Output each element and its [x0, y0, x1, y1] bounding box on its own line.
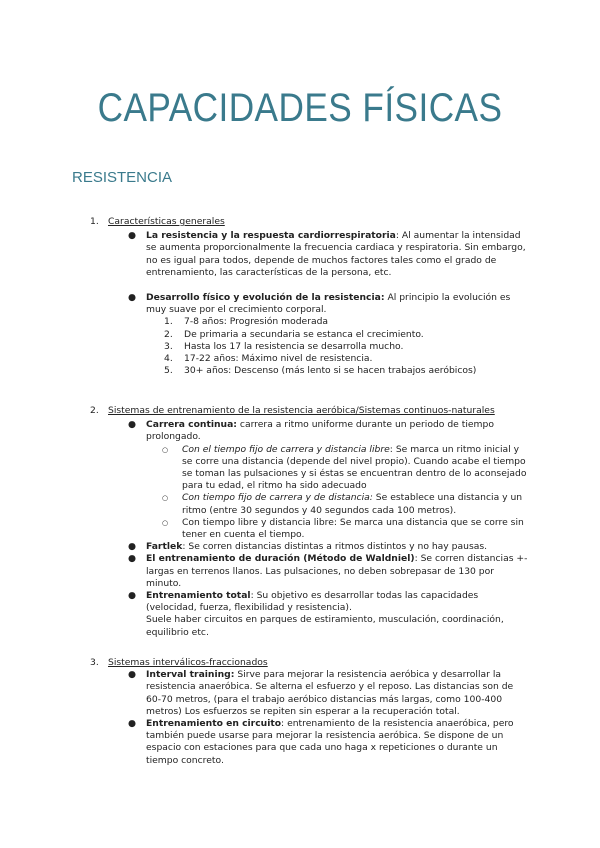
item-title: La resistencia y la respuesta cardiorrespiratoria	[146, 230, 396, 242]
ordered-list-item	[90, 365, 530, 377]
list-text: 7-8 años: Progresión moderada	[184, 316, 329, 328]
section-1	[90, 216, 530, 377]
item-text: Suele haber circuitos en parques de estiramiento, musculación, coordinación, equilibrio etc.	[146, 614, 504, 638]
list-item	[90, 669, 530, 718]
list-text: 17-22 años: Máximo nivel de resistencia.	[184, 353, 373, 365]
item-title: Carrera continua:	[146, 419, 237, 431]
bullet-icon: ●	[128, 553, 137, 565]
sub-list-item	[90, 517, 530, 541]
section-2-number: 2.	[90, 405, 99, 416]
section-1-header	[90, 216, 530, 228]
list-item	[90, 718, 530, 767]
sub-item-text: Se establece una distancia y un ritmo (entre 30 segundos y 40 segundos cada 100 metros).	[182, 492, 523, 516]
section-1-number: 1.	[90, 216, 99, 227]
sub-item-text: : Se marca un ritmo inicial y se corre una distancia (depende del nivel propio). Cuando acabe el tiempo se toman las pulsaciones y si éstas se encuentran dentro de lo aconsejado para tu edad, el ritmo ha sido adecuado	[182, 443, 527, 492]
section-2	[90, 405, 530, 639]
section-1-heading: Características generales	[108, 216, 225, 227]
list-number: 4.	[164, 353, 173, 365]
bullet-icon: ●	[128, 230, 137, 242]
section-3	[90, 657, 530, 767]
section-3-heading: Sistemas interválicos-fraccionados	[108, 657, 268, 668]
item-title: Entrenamiento en circuito	[146, 718, 282, 730]
item-title: Desarrollo físico y evolución de la resistencia:	[146, 292, 385, 304]
bullet-icon: ●	[128, 541, 137, 553]
list-item	[90, 292, 530, 316]
item-text: : entrenamiento de la resistencia anaeróbica, pero también puede usarse para mejorar la resistencia aeróbica. Se dispone de un espacio con estaciones para que cada uno haga x repeticiones o durante un tiempo concreto.	[146, 718, 514, 766]
bullet-icon: ●	[128, 419, 137, 431]
item-text: Sirve para mejorar la resistencia aeróbica y desarrollar la resistencia anaeróbica. Se alterna el esfuerzo y el reposo. Las distancias son de 60-70 metros, (para el trabajo aeróbico distancias más largas, como 100-400 metros) Los esfuerzos se repiten sin esperar a la recuperación total.	[146, 669, 514, 717]
section-2-heading: Sistemas de entrenamiento de la resistencia aeróbica/Sistemas continuos-naturales	[108, 405, 495, 416]
list-number: 1.	[164, 316, 173, 328]
list-number: 2.	[164, 328, 173, 340]
list-item	[90, 553, 530, 590]
section-3-number: 3.	[90, 657, 99, 668]
list-text: De primaria a secundaria se estanca el crecimiento.	[184, 328, 424, 340]
item-title: Fartlek	[146, 541, 183, 553]
ordered-list-item	[90, 329, 530, 341]
bullet-icon: ●	[128, 590, 137, 602]
circle-bullet-icon: ○	[162, 494, 169, 503]
bullet-icon: ●	[128, 292, 137, 304]
sub-item-text: Con tiempo libre y distancia libre: Se marca una distancia que se corre sin tener en cuenta el tiempo.	[182, 516, 524, 541]
item-text: : Se corren distancias +-largas en terrenos llanos. Las pulsaciones, no deben sobrepasar de 130 por minuto.	[146, 553, 528, 589]
page-title: CAPACIDADES FÍSICAS	[97, 86, 503, 130]
circle-bullet-icon: ○	[162, 445, 169, 454]
sub-item-title: Con el tiempo fijo de carrera y distancia libre	[182, 443, 390, 455]
item-text: : Su objetivo es desarrollar todas las capacidades (velocidad, fuerza, flexibilidad y resistencia).	[146, 590, 479, 614]
ordered-list-item	[90, 353, 530, 365]
section-2-header	[90, 405, 530, 417]
item-title: Entrenamiento total	[146, 590, 251, 602]
sub-list-item	[90, 492, 530, 516]
list-item	[90, 541, 530, 553]
section-3-header	[90, 657, 530, 669]
item-text: carrera a ritmo uniforme durante un periodo de tiempo prolongado.	[146, 419, 494, 443]
section-heading: RESISTENCIA	[72, 169, 173, 186]
list-number: 3.	[164, 340, 173, 352]
bullet-icon: ●	[128, 718, 137, 730]
list-number: 5.	[164, 365, 173, 377]
list-item	[90, 419, 530, 443]
list-text: Hasta los 17 la resistencia se desarrolla mucho.	[184, 340, 404, 352]
circle-bullet-icon: ○	[162, 518, 169, 527]
list-item	[90, 230, 530, 279]
sub-item-title: Con tiempo fijo de carrera y de distancia:	[182, 492, 373, 504]
bullet-icon: ●	[128, 669, 137, 681]
item-text: Al principio la evolución es muy suave por el crecimiento corporal.	[146, 292, 511, 316]
item-title: El entrenamiento de duración (Método de Waldniel)	[146, 553, 415, 565]
list-text: 30+ años: Descenso (más lento si se hacen trabajos aeróbicos)	[184, 365, 477, 377]
item-title: Interval training:	[146, 669, 235, 681]
item-text: : Se corren distancias distintas a ritmos distintos y no hay pausas.	[182, 541, 488, 553]
sub-list-item	[90, 444, 530, 493]
ordered-list-item	[90, 341, 530, 353]
item-text: : Al aumentar la intensidad se aumenta proporcionalmente la frecuencia cardiaca y respiratoria. Sin embargo, no es igual para todos, depende de muchos factores tales como el grado de entrenamiento, las características de la persona, etc.	[146, 230, 526, 278]
list-item	[90, 590, 530, 639]
ordered-list-item	[90, 316, 530, 328]
